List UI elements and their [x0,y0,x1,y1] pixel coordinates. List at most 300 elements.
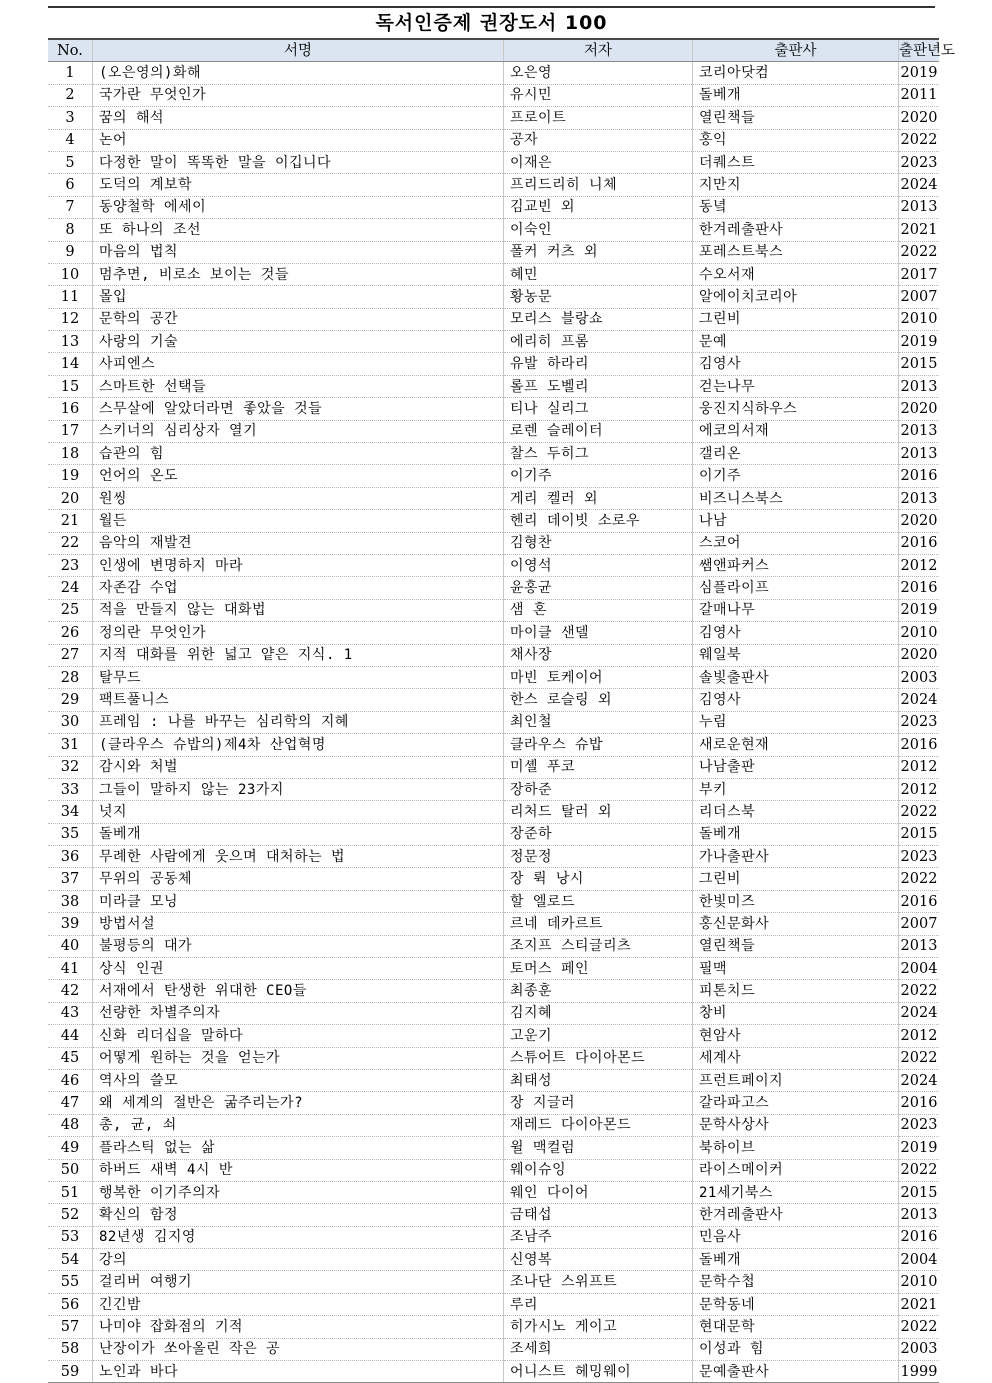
book-author: 할 엘로드 [504,890,693,912]
table-row [48,644,939,666]
book-title: 무례한 사람에게 웃으며 대처하는 법 [93,846,504,868]
book-author: 유시민 [504,84,693,106]
book-title: 사랑의 기술 [93,331,504,353]
book-author: 장준하 [504,823,693,845]
book-title: 월든 [93,510,504,532]
book-publisher: 에코의서재 [693,420,899,442]
table-row [48,801,939,823]
book-title: (클라우스 슈밥의)제4차 산업혁명 [93,734,504,756]
table-row [48,174,939,196]
book-title: 돌베개 [93,823,504,845]
book-author: 윤홍균 [504,577,693,599]
row-number: 25 [48,599,93,621]
row-number: 10 [48,263,93,285]
book-title: 노인과 바다 [93,1361,504,1383]
book-author: 리처드 탈러 외 [504,801,693,823]
book-title: 서재에서 탄생한 위대한 CEO들 [93,980,504,1002]
publish-year: 2010 [899,308,940,330]
table-row [48,1137,939,1159]
row-number: 15 [48,375,93,397]
publish-year: 2003 [899,666,940,688]
row-number: 13 [48,331,93,353]
book-author: 프리드리히 니체 [504,174,693,196]
publish-year: 2010 [899,1271,940,1293]
table-row [48,823,939,845]
book-author: 어니스트 헤밍웨이 [504,1361,693,1383]
book-author: 이재은 [504,151,693,173]
book-publisher: 민음사 [693,1226,899,1248]
row-number: 57 [48,1316,93,1338]
book-publisher: 한겨레출판사 [693,1204,899,1226]
publish-year: 2015 [899,1181,940,1203]
book-publisher: 갤리온 [693,443,899,465]
book-publisher: 현암사 [693,1025,899,1047]
row-number: 44 [48,1025,93,1047]
book-author: 마이클 샌델 [504,622,693,644]
publish-year: 2012 [899,1025,940,1047]
book-title: 난장이가 쏘아올린 작은 공 [93,1338,504,1360]
book-title: 상식 인권 [93,958,504,980]
table-row [48,1271,939,1293]
row-number: 48 [48,1114,93,1136]
book-author: 게리 켈러 외 [504,487,693,509]
book-publisher: 갈라파고스 [693,1092,899,1114]
book-author: 혜민 [504,263,693,285]
book-title: 또 하나의 조선 [93,219,504,241]
row-number: 4 [48,129,93,151]
book-title: 82년생 김지영 [93,1226,504,1248]
publish-year: 2022 [899,980,940,1002]
book-author: 토머스 페인 [504,958,693,980]
book-author: 이기주 [504,465,693,487]
table-header-row [48,39,939,62]
table-row [48,465,939,487]
row-number: 28 [48,666,93,688]
publish-year: 2013 [899,443,940,465]
book-author: 황농문 [504,286,693,308]
publish-year: 2020 [899,107,940,129]
book-publisher: 한빛미즈 [693,890,899,912]
table-row [48,1159,939,1181]
row-number: 27 [48,644,93,666]
book-author: 미셸 푸코 [504,756,693,778]
book-publisher: 가나출판사 [693,846,899,868]
publish-year: 2012 [899,756,940,778]
book-publisher: 피톤치드 [693,980,899,1002]
table-row [48,980,939,1002]
table-row [48,1025,939,1047]
document-sheet [48,6,956,1383]
book-author: 조나단 스위프트 [504,1271,693,1293]
publish-year: 2022 [899,868,940,890]
book-title: 지적 대화를 위한 넓고 얕은 지식. 1 [93,644,504,666]
table-row [48,151,939,173]
book-publisher: 포레스트북스 [693,241,899,263]
table-row [48,375,939,397]
table-row [48,756,939,778]
book-title: 도덕의 계보학 [93,174,504,196]
table-row [48,398,939,420]
book-author: 최인철 [504,711,693,733]
book-publisher: 김영사 [693,689,899,711]
publish-year: 2021 [899,219,940,241]
publish-year: 2023 [899,151,940,173]
table-row [48,666,939,688]
book-author: 장하준 [504,778,693,800]
book-title: 꿈의 해석 [93,107,504,129]
row-number: 17 [48,420,93,442]
row-number: 7 [48,196,93,218]
book-publisher: 지만지 [693,174,899,196]
book-title: 프레임 : 나를 바꾸는 심리학의 지혜 [93,711,504,733]
row-number: 42 [48,980,93,1002]
publish-year: 2016 [899,890,940,912]
table-row [48,734,939,756]
publish-year: 2024 [899,689,940,711]
row-number: 36 [48,846,93,868]
row-number: 19 [48,465,93,487]
book-author: 이영석 [504,554,693,576]
book-publisher: 리더스북 [693,801,899,823]
publish-year: 2015 [899,823,940,845]
row-number: 29 [48,689,93,711]
row-number: 22 [48,532,93,554]
row-number: 41 [48,958,93,980]
table-row [48,1316,939,1338]
book-title: 원씽 [93,487,504,509]
book-title: 스마트한 선택들 [93,375,504,397]
book-publisher: 갈매나무 [693,599,899,621]
book-publisher: 열린책들 [693,107,899,129]
table-row [48,935,939,957]
table-row [48,689,939,711]
publish-year: 2013 [899,487,940,509]
publish-year: 2016 [899,1092,940,1114]
book-title: 사피엔스 [93,353,504,375]
row-number: 35 [48,823,93,845]
book-title: 불평등의 대가 [93,935,504,957]
row-number: 1 [48,62,93,84]
row-number: 11 [48,286,93,308]
book-author: 루리 [504,1293,693,1315]
table-row [48,331,939,353]
table-row [48,62,939,84]
book-publisher: 그린비 [693,308,899,330]
row-number: 39 [48,913,93,935]
document-title: 독서인증제 권장도서 100 [375,12,608,34]
table-row [48,510,939,532]
book-author: 재레드 다이아몬드 [504,1114,693,1136]
book-author: 신영복 [504,1249,693,1271]
row-number: 18 [48,443,93,465]
publish-year: 2003 [899,1338,940,1360]
publish-year: 2016 [899,465,940,487]
publish-year: 2013 [899,935,940,957]
table-row [48,778,939,800]
table-row [48,958,939,980]
book-publisher: 한겨레출판사 [693,219,899,241]
publish-year: 2013 [899,375,940,397]
book-author: 웨인 다이어 [504,1181,693,1203]
book-title: 걸리버 여행기 [93,1271,504,1293]
publish-year: 2019 [899,599,940,621]
book-author: 헨리 데이빗 소로우 [504,510,693,532]
book-publisher: 현대문학 [693,1316,899,1338]
book-author: 프로이트 [504,107,693,129]
publish-year: 2020 [899,644,940,666]
table-row [48,1181,939,1203]
book-title: 문학의 공간 [93,308,504,330]
table-body [48,62,939,1383]
book-author: 스튜어트 다이아몬드 [504,1047,693,1069]
book-title: 팩트풀니스 [93,689,504,711]
publish-year: 2020 [899,510,940,532]
publish-year: 2024 [899,174,940,196]
book-author: 윌 맥컬럼 [504,1137,693,1159]
book-title: 동양철학 에세이 [93,196,504,218]
book-author: 마빈 토케이어 [504,666,693,688]
book-publisher: 북하이브 [693,1137,899,1159]
book-title: 정의란 무엇인가 [93,622,504,644]
publish-year: 2013 [899,196,940,218]
table-row [48,1361,939,1383]
row-number: 56 [48,1293,93,1315]
publish-year: 2022 [899,241,940,263]
table-row [48,196,939,218]
publish-year: 2019 [899,331,940,353]
book-author: 채사장 [504,644,693,666]
publish-year: 2023 [899,711,940,733]
book-author: 조세희 [504,1338,693,1360]
book-publisher: 쌤앤파커스 [693,554,899,576]
row-number: 47 [48,1092,93,1114]
book-title: 자존감 수업 [93,577,504,599]
book-publisher: 필맥 [693,958,899,980]
table-row [48,1069,939,1091]
book-publisher: 동녘 [693,196,899,218]
table-row [48,286,939,308]
table-row [48,219,939,241]
row-number: 24 [48,577,93,599]
table-row [48,241,939,263]
table-row [48,443,939,465]
book-title: 행복한 이기주의자 [93,1181,504,1203]
table-row [48,1114,939,1136]
table-row [48,1293,939,1315]
book-publisher: 웨일북 [693,644,899,666]
book-author: 오은영 [504,62,693,84]
table-row [48,622,939,644]
row-number: 14 [48,353,93,375]
book-publisher: 라이스메이커 [693,1159,899,1181]
row-number: 43 [48,1002,93,1024]
publish-year: 2022 [899,129,940,151]
book-author: 조지프 스티글리츠 [504,935,693,957]
book-title: 논어 [93,129,504,151]
book-publisher: 세계사 [693,1047,899,1069]
book-title: 선량한 차별주의자 [93,1002,504,1024]
table-row [48,890,939,912]
book-author: 공자 [504,129,693,151]
book-author: 이숙인 [504,219,693,241]
publish-year: 2012 [899,778,940,800]
book-author: 장 지글러 [504,1092,693,1114]
book-title: 습관의 힘 [93,443,504,465]
publish-year: 2016 [899,532,940,554]
table-row [48,263,939,285]
row-number: 16 [48,398,93,420]
table-row [48,711,939,733]
book-publisher: 걷는나무 [693,375,899,397]
row-number: 51 [48,1181,93,1203]
book-title: 음악의 재발견 [93,532,504,554]
row-number: 49 [48,1137,93,1159]
row-number: 12 [48,308,93,330]
book-publisher: 김영사 [693,622,899,644]
row-number: 58 [48,1338,93,1360]
publish-year: 2022 [899,1316,940,1338]
table-row [48,1226,939,1248]
table-row [48,84,939,106]
book-title: 적을 만들지 않는 대화법 [93,599,504,621]
row-number: 30 [48,711,93,733]
table-row [48,353,939,375]
row-number: 53 [48,1226,93,1248]
book-author: 히가시노 게이고 [504,1316,693,1338]
row-number: 55 [48,1271,93,1293]
table-row [48,599,939,621]
publish-year: 2007 [899,913,940,935]
publish-year: 2024 [899,1069,940,1091]
table-row [48,107,939,129]
publish-year: 2021 [899,1293,940,1315]
row-number: 46 [48,1069,93,1091]
book-publisher: 창비 [693,1002,899,1024]
book-publisher: 문학동네 [693,1293,899,1315]
table-row [48,913,939,935]
book-title: 플라스틱 없는 삶 [93,1137,504,1159]
publish-year: 2012 [899,554,940,576]
book-list-table [48,38,956,1383]
book-publisher: 더퀘스트 [693,151,899,173]
table-row [48,420,939,442]
book-author: 금태섭 [504,1204,693,1226]
publish-year: 2016 [899,577,940,599]
book-author: 김지혜 [504,1002,693,1024]
row-number: 2 [48,84,93,106]
book-title: 어떻게 원하는 것을 얻는가 [93,1047,504,1069]
book-author: 조남주 [504,1226,693,1248]
publish-year: 2022 [899,1047,940,1069]
book-title: 몰입 [93,286,504,308]
book-title: 탈무드 [93,666,504,688]
book-publisher: 알에이치코리아 [693,286,899,308]
book-author: 롤프 도벨리 [504,375,693,397]
table-row [48,577,939,599]
book-title: 인생에 변명하지 마라 [93,554,504,576]
publish-year: 2004 [899,1249,940,1271]
book-publisher: 문학수첩 [693,1271,899,1293]
publish-year: 2022 [899,801,940,823]
book-title: 하버드 새벽 4시 반 [93,1159,504,1181]
book-publisher: 수오서재 [693,263,899,285]
row-number: 9 [48,241,93,263]
table-row [48,1092,939,1114]
book-publisher: 문예출판사 [693,1361,899,1383]
book-publisher: 문예 [693,331,899,353]
book-author: 폴커 커츠 외 [504,241,693,263]
publish-year: 2015 [899,353,940,375]
book-title: 무위의 공동체 [93,868,504,890]
book-author: 르네 데카르트 [504,913,693,935]
book-author: 김형찬 [504,532,693,554]
book-author: 장 뤽 낭시 [504,868,693,890]
row-number: 38 [48,890,93,912]
row-number: 21 [48,510,93,532]
book-title: 국가란 무엇인가 [93,84,504,106]
publish-year: 2010 [899,622,940,644]
book-author: 찰스 두히그 [504,443,693,465]
book-publisher: 21세기북스 [693,1181,899,1203]
book-title: 총, 균, 쇠 [93,1114,504,1136]
publish-year: 2011 [899,84,940,106]
book-title: 감시와 처벌 [93,756,504,778]
book-publisher: 웅진지식하우스 [693,398,899,420]
publish-year: 2019 [899,62,940,84]
book-author: 고운기 [504,1025,693,1047]
book-author: 티나 실리그 [504,398,693,420]
table-row [48,1338,939,1360]
book-publisher: 이기주 [693,465,899,487]
row-number: 23 [48,554,93,576]
table-row [48,532,939,554]
publish-year: 2024 [899,1002,940,1024]
book-publisher: 돌베개 [693,1249,899,1271]
table-row [48,868,939,890]
table-row [48,129,939,151]
header-publisher: 출판사 [693,39,899,62]
row-number: 52 [48,1204,93,1226]
publish-year: 2022 [899,1159,940,1181]
row-number: 32 [48,756,93,778]
row-number: 6 [48,174,93,196]
publish-year: 2007 [899,286,940,308]
book-publisher: 코리아닷컴 [693,62,899,84]
header-author: 저자 [504,39,693,62]
book-author: 정문정 [504,846,693,868]
row-number: 37 [48,868,93,890]
publish-year: 2013 [899,420,940,442]
book-author: 유발 하라리 [504,353,693,375]
book-publisher: 누림 [693,711,899,733]
row-number: 59 [48,1361,93,1383]
book-title: 언어의 온도 [93,465,504,487]
table-row [48,1249,939,1271]
book-title: 스무살에 알았더라면 좋았을 것들 [93,398,504,420]
book-publisher: 열린책들 [693,935,899,957]
publish-year: 2017 [899,263,940,285]
row-number: 31 [48,734,93,756]
book-publisher: 나남 [693,510,899,532]
row-number: 33 [48,778,93,800]
book-title: 넛지 [93,801,504,823]
book-author: 최태성 [504,1069,693,1091]
book-title: 왜 세계의 절반은 굶주리는가? [93,1092,504,1114]
book-publisher: 김영사 [693,353,899,375]
row-number: 20 [48,487,93,509]
book-publisher: 돌베개 [693,823,899,845]
row-number: 5 [48,151,93,173]
